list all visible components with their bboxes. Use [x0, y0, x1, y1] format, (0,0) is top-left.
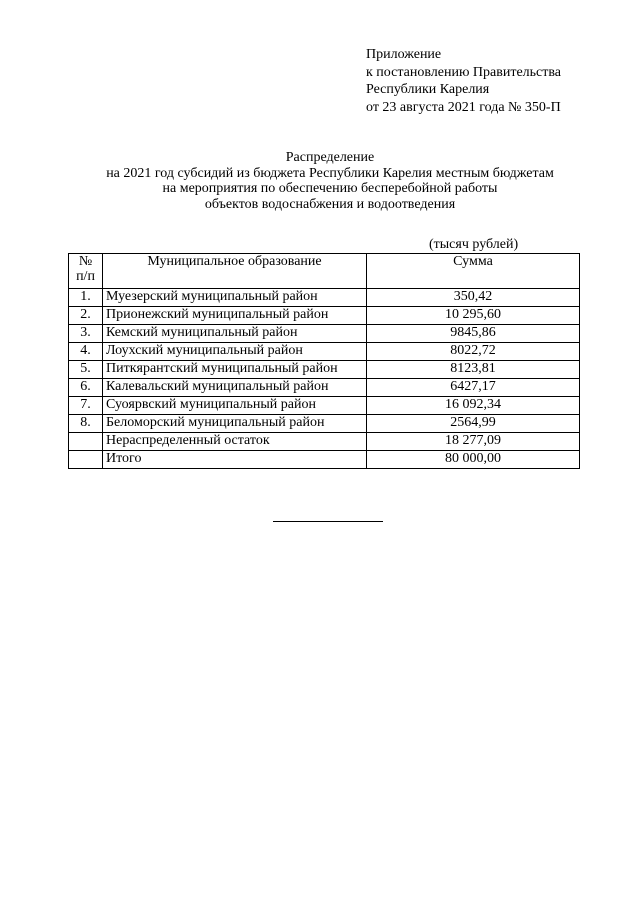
row-municipality: Суоярвский муниципальный район — [103, 397, 367, 415]
table-row — [69, 379, 580, 397]
row-sum: 10 295,60 — [367, 307, 580, 325]
table-row — [69, 307, 580, 325]
distribution-table — [68, 253, 580, 469]
appendix-line-4: от 23 августа 2021 года № 350-П — [366, 99, 561, 115]
units-label: (тысяч рублей) — [429, 237, 519, 252]
row-municipality: Итого — [103, 451, 367, 469]
table-row — [69, 415, 580, 433]
row-municipality: Нераспределенный остаток — [103, 433, 367, 451]
appendix-block — [366, 46, 561, 116]
row-municipality: Лоухский муниципальный район — [103, 343, 367, 361]
table-header-row — [69, 254, 580, 289]
row-municipality: Кемский муниципальный район — [103, 325, 367, 343]
row-sum: 18 277,09 — [367, 433, 580, 451]
appendix-line-1: Приложение — [366, 47, 442, 62]
table-row — [69, 343, 580, 361]
title-line-3: на мероприятия по обеспечению бесперебойной работы — [162, 181, 498, 196]
row-num: 3. — [69, 325, 103, 343]
row-sum: 2564,99 — [367, 415, 580, 433]
row-municipality: Муезерский муниципальный район — [103, 289, 367, 307]
table-row-total — [69, 451, 580, 469]
document-title — [0, 150, 640, 212]
row-num: 2. — [69, 307, 103, 325]
row-sum: 8022,72 — [367, 343, 580, 361]
row-sum: 350,42 — [367, 289, 580, 307]
header-num — [69, 254, 103, 289]
title-line-1: Распределение — [285, 150, 375, 165]
header-sum: Сумма — [367, 254, 580, 289]
table-row — [69, 361, 580, 379]
table-row — [69, 289, 580, 307]
title-line-4: объектов водоснабжения и водоотведения — [204, 196, 456, 212]
header-num-line-1: № — [78, 254, 93, 269]
table-row-unallocated — [69, 433, 580, 451]
title-line-2: на 2021 год субсидий из бюджета Республики Карелия местным бюджетам — [106, 165, 554, 181]
row-num: 4. — [69, 343, 103, 361]
row-municipality: Калевальский муниципальный район — [103, 379, 367, 397]
row-num: 8. — [69, 415, 103, 433]
row-num: 7. — [69, 397, 103, 415]
table-row — [69, 397, 580, 415]
row-sum: 16 092,34 — [367, 397, 580, 415]
row-sum: 6427,17 — [367, 379, 580, 397]
row-municipality: Беломорский муниципальный район — [103, 415, 367, 433]
table-row — [69, 325, 580, 343]
row-sum: 80 000,00 — [367, 451, 580, 469]
closing-divider — [273, 521, 383, 522]
row-sum: 9845,86 — [367, 325, 580, 343]
header-num-line-2: п/п — [76, 269, 95, 284]
row-num — [69, 451, 103, 469]
appendix-line-3: Республики Карелия — [366, 82, 490, 97]
row-municipality: Питкярантский муниципальный район — [103, 361, 367, 379]
row-num: 1. — [69, 289, 103, 307]
row-num: 6. — [69, 379, 103, 397]
appendix-line-2: к постановлению Правительства — [366, 64, 562, 80]
header-municipality: Муниципальное образование — [103, 254, 367, 289]
row-municipality: Прионежский муниципальный район — [103, 307, 367, 325]
row-num — [69, 433, 103, 451]
row-num: 5. — [69, 361, 103, 379]
row-sum: 8123,81 — [367, 361, 580, 379]
